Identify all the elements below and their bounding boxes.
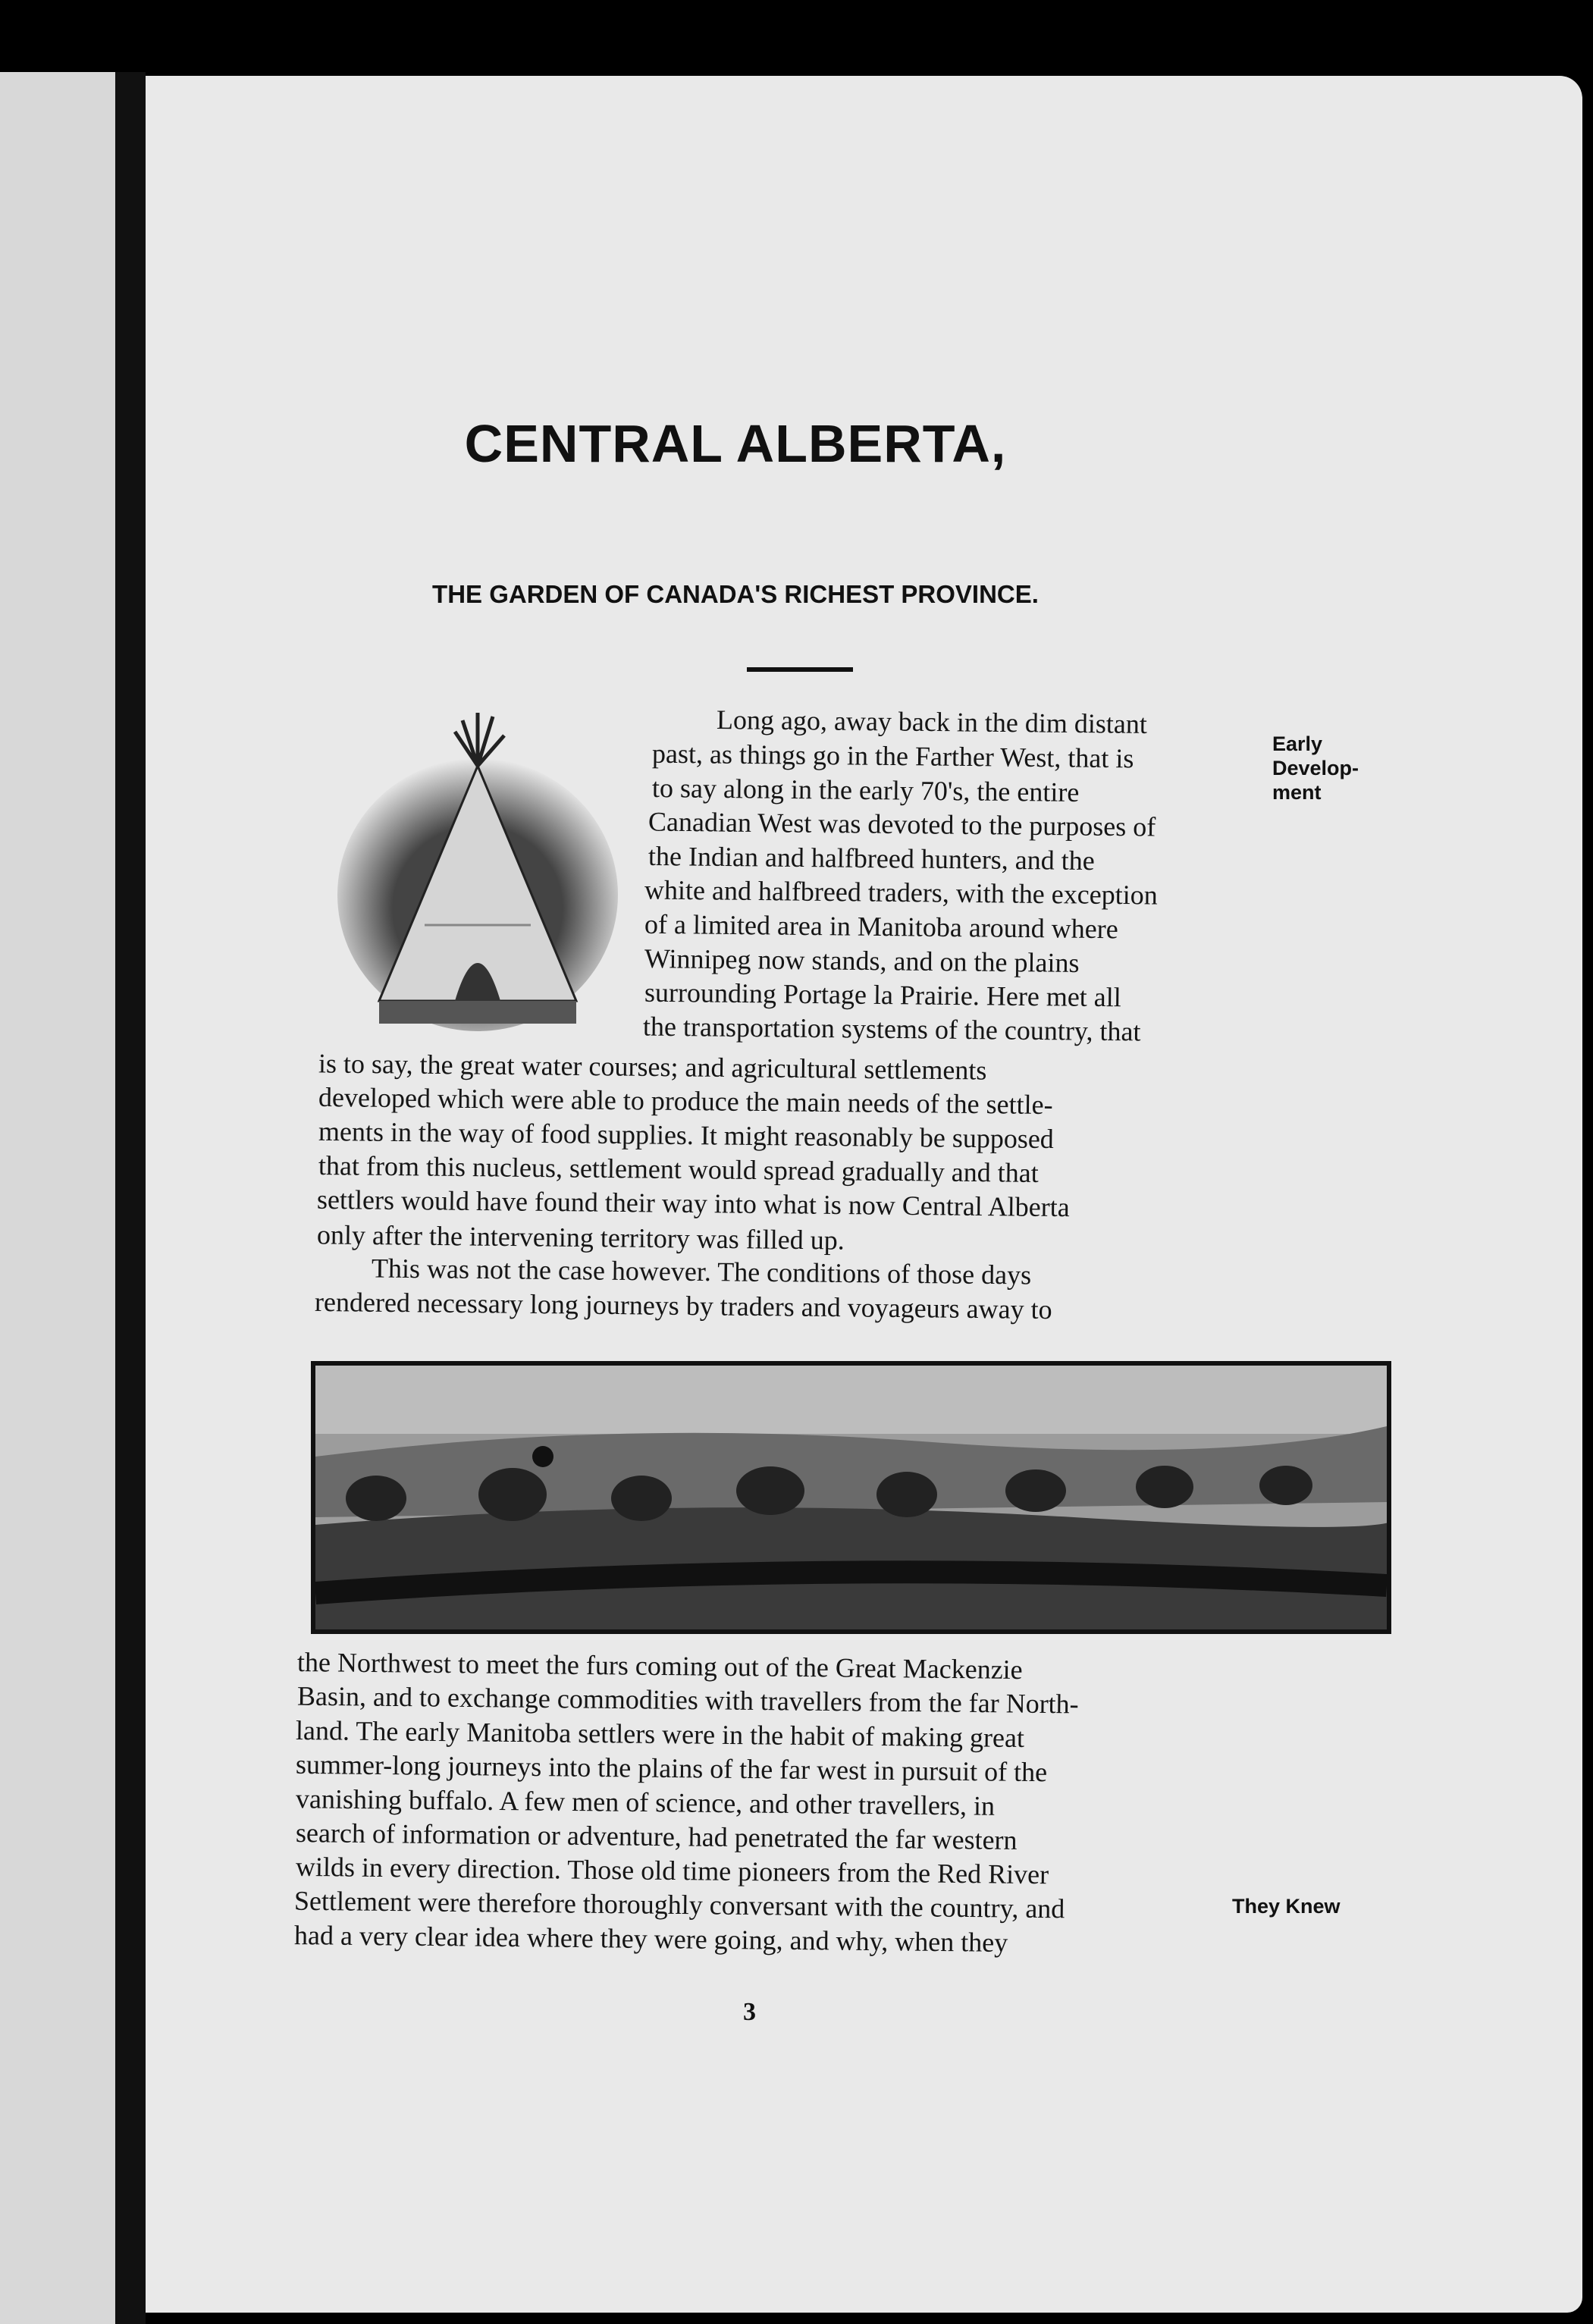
title-rule bbox=[747, 667, 853, 672]
text-line: Winnipeg now stands, and on the plains bbox=[644, 942, 1080, 979]
text-line: of a limited area in Manitoba around where bbox=[644, 908, 1118, 945]
text-line: past, as things go in the Farther West, that is bbox=[651, 738, 1134, 774]
text-line: ments in the way of food supplies. It might reasonably be supposed bbox=[318, 1115, 1055, 1155]
book-spine bbox=[115, 72, 146, 2324]
side-note-they-knew: They Knew bbox=[1232, 1895, 1341, 1918]
text-line: wilds in every direction. Those old time pioneers from the Red River bbox=[295, 1851, 1049, 1890]
side-note-early-development bbox=[1272, 732, 1359, 804]
side-note-line: Develop- bbox=[1272, 757, 1359, 779]
text-line: only after the intervening territory was filled up. bbox=[316, 1219, 845, 1256]
text-line: land. The early Manitoba settlers were in the habit of making great bbox=[295, 1714, 1025, 1754]
text-line: the Northwest to meet the furs coming out of the Great Mackenzie bbox=[296, 1646, 1023, 1686]
text-line: summer-long journeys into the plains of the far west in pursuit of the bbox=[295, 1748, 1048, 1788]
page-number: 3 bbox=[743, 1998, 756, 2026]
tepee-photo bbox=[334, 698, 622, 1039]
text-line: settlers would have found their way into what is now Central Alberta bbox=[316, 1184, 1070, 1223]
text-line: This was not the case however. The conditions of those days bbox=[371, 1253, 1032, 1291]
text-line: surrounding Portage la Prairie. Here met all bbox=[644, 977, 1122, 1013]
text-line: vanishing buffalo. A few men of science, and other travellers, in bbox=[295, 1783, 996, 1821]
text-line: to say along in the early 70's, the entire bbox=[651, 773, 1080, 808]
page-title: CENTRAL ALBERTA, bbox=[464, 414, 1007, 473]
side-note-line: ment bbox=[1272, 781, 1322, 804]
text-line: is to say, the great water courses; and agricultural settlements bbox=[318, 1048, 987, 1086]
text-line: that from this nucleus, settlement would spread gradually and that bbox=[318, 1150, 1039, 1188]
text-line: the transportation systems of the country, that bbox=[642, 1011, 1141, 1047]
text-line: Basin, and to exchange commodities with travellers from the far North- bbox=[296, 1680, 1079, 1720]
text-line: search of information or adventure, had penetrated the far western bbox=[295, 1817, 1018, 1855]
page-subtitle: THE GARDEN OF CANADA'S RICHEST PROVINCE. bbox=[432, 580, 1039, 608]
facing-page-edge bbox=[0, 72, 115, 2324]
text-line: white and halfbreed traders, with the exception bbox=[644, 874, 1158, 911]
text-line: Canadian West was devoted to the purposes of bbox=[648, 806, 1156, 842]
text-line: had a very clear idea where they were going, and why, when they bbox=[293, 1920, 1008, 1958]
text-line: rendered necessary long journeys by traders and voyageurs away to bbox=[314, 1286, 1052, 1325]
text-line: the Indian and halfbreed hunters, and the bbox=[648, 840, 1095, 877]
oxcart-train-photo bbox=[311, 1361, 1391, 1634]
text-line: Settlement were therefore thoroughly conversant with the country, and bbox=[293, 1885, 1065, 1924]
side-note-line: Early bbox=[1272, 732, 1323, 755]
text-line: Long ago, away back in the dim distant bbox=[716, 704, 1148, 739]
text-line: developed which were able to produce the main needs of the settle- bbox=[318, 1081, 1053, 1121]
